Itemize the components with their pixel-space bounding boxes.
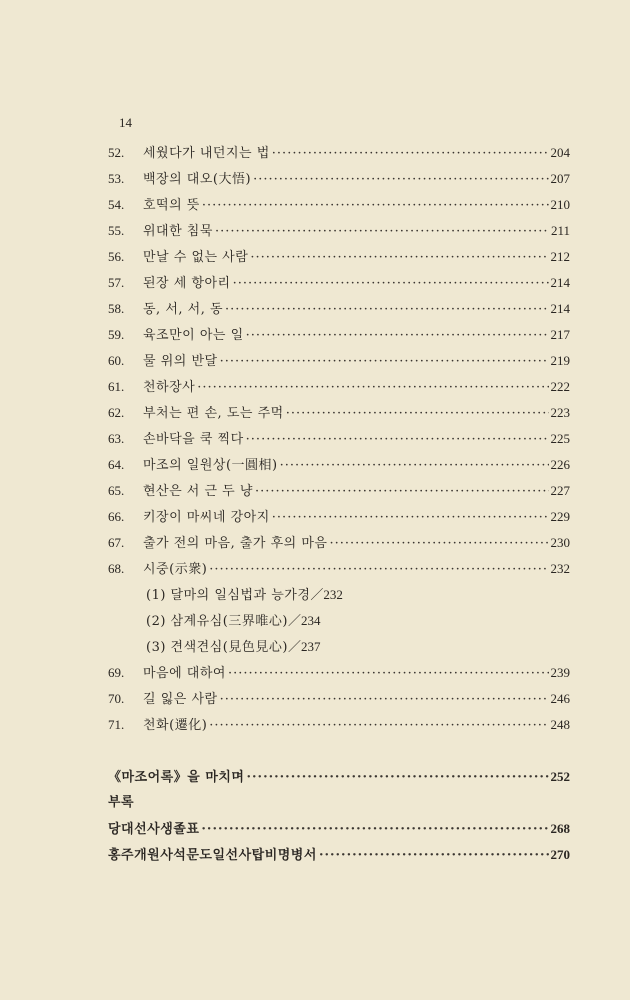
appendix-heading [108, 790, 570, 816]
sub-entry-title: (1) 달마의 일심법과 능가경 [146, 588, 311, 603]
entry-number: 56. [108, 249, 125, 264]
dot-leader [233, 271, 549, 297]
dot-leader [280, 453, 549, 479]
sub-entry-page: 237 [300, 639, 321, 654]
entry-number: 62. [108, 405, 125, 420]
slash-separator: ／ [287, 640, 301, 655]
entry-title: 부처는 편 손, 도는 주먹 [143, 406, 284, 421]
entry-number: 67. [108, 535, 125, 550]
appendix-title: 당대선사생졸표 [108, 822, 200, 837]
dot-leader [272, 505, 549, 531]
dot-leader [272, 141, 549, 167]
dot-leader [209, 557, 548, 583]
entry-number: 66. [108, 509, 125, 524]
dot-leader [209, 713, 548, 739]
entry-page: 239 [550, 665, 570, 680]
entry-number: 63. [108, 431, 125, 446]
dot-leader [246, 323, 549, 349]
entry-page: 232 [550, 561, 570, 576]
entry-page: 219 [550, 353, 570, 368]
closing-title: 《마조어록》을 마치며 [108, 770, 245, 785]
toc-entry [108, 166, 570, 192]
sub-entry-title: (3) 견색견심(見色見心) [146, 640, 288, 655]
entry-title: 호떡의 뜻 [143, 198, 200, 213]
toc-entry [108, 478, 570, 504]
toc-entry [108, 296, 570, 322]
entry-number: 54. [108, 197, 125, 212]
table-of-contents [108, 140, 570, 868]
toc-entry [108, 712, 570, 738]
toc-entry [108, 686, 570, 712]
toc-entry [108, 452, 570, 478]
entry-page: 214 [550, 275, 570, 290]
dot-leader [202, 193, 549, 219]
entry-number: 55. [108, 223, 125, 238]
toc-sub-entry [108, 634, 570, 660]
entry-number: 64. [108, 457, 125, 472]
entry-page: 229 [550, 509, 570, 524]
entry-title: 현산은 서 근 두 냥 [143, 484, 253, 499]
toc-entry [108, 504, 570, 530]
dot-leader [197, 375, 548, 401]
entry-title: 길 잃은 사람 [143, 692, 218, 707]
dot-leader [250, 245, 548, 271]
dot-leader [330, 531, 549, 557]
entry-title: 세웠다가 내던지는 법 [143, 146, 270, 161]
dot-leader [246, 427, 549, 453]
dot-leader [215, 219, 549, 245]
page-number: 14 [119, 115, 132, 130]
entry-title: 된장 세 항아리 [143, 276, 231, 291]
entry-number: 59. [108, 327, 125, 342]
slash-separator: ／ [287, 614, 301, 629]
sub-entry-page: 234 [300, 613, 321, 628]
toc-entry [108, 322, 570, 348]
toc-entry [108, 348, 570, 374]
entry-number: 60. [108, 353, 125, 368]
entry-number: 52. [108, 145, 125, 160]
dot-leader [319, 843, 549, 869]
toc-sub-entry [108, 582, 570, 608]
dot-leader [255, 479, 549, 505]
entry-page: 217 [550, 327, 570, 342]
entry-page: 210 [550, 197, 570, 212]
toc-entry [108, 530, 570, 556]
entry-title: 시중(示衆) [143, 562, 208, 577]
entry-title: 천하장사 [143, 380, 196, 395]
entry-title: 물 위의 반달 [143, 354, 218, 369]
toc-entry [108, 400, 570, 426]
appendix-page: 270 [550, 847, 570, 862]
closing-page: 252 [550, 769, 570, 784]
toc-entry [108, 270, 570, 296]
entry-page: 225 [550, 431, 570, 446]
dot-leader [247, 765, 549, 791]
entry-title: 백장의 대오(大悟) [143, 172, 252, 187]
toc-entry [108, 374, 570, 400]
entry-number: 71. [108, 717, 125, 732]
dot-leader [228, 661, 549, 687]
toc-closing-entry [108, 764, 570, 790]
entry-number: 53. [108, 171, 125, 186]
entry-page: 207 [550, 171, 570, 186]
appendix-entry [108, 842, 570, 868]
entry-title: 육조만이 아는 일 [143, 328, 244, 343]
sub-entry-page: 232 [323, 587, 343, 602]
entry-title: 위대한 침묵 [143, 224, 213, 239]
entry-title: 키장이 마씨네 강아지 [143, 510, 270, 525]
appendix-page: 268 [550, 821, 570, 836]
entry-number: 58. [108, 301, 125, 316]
toc-entry [108, 244, 570, 270]
entry-title: 마음에 대하여 [143, 666, 226, 681]
toc-sub-entry [108, 608, 570, 634]
entry-number: 70. [108, 691, 125, 706]
toc-entry [108, 660, 570, 686]
toc-entry [108, 140, 570, 166]
entry-number: 61. [108, 379, 125, 394]
entry-page: 226 [550, 457, 570, 472]
dot-leader [220, 687, 549, 713]
entry-number: 65. [108, 483, 125, 498]
entry-page: 230 [550, 535, 570, 550]
entry-page: 227 [550, 483, 570, 498]
dot-leader [220, 349, 549, 375]
dot-leader [201, 817, 548, 843]
entry-page: 223 [550, 405, 570, 420]
dot-leader [253, 167, 548, 193]
appendix-heading-label: 부록 [108, 795, 135, 810]
entry-page: 204 [550, 145, 570, 160]
entry-title: 마조의 일원상(一圓相) [143, 458, 278, 473]
toc-entry [108, 426, 570, 452]
entry-title: 천화(遷化) [143, 718, 208, 733]
toc-entry [108, 218, 570, 244]
entry-page: 214 [550, 301, 570, 316]
slash-separator: ／ [310, 588, 324, 603]
entry-number: 69. [108, 665, 125, 680]
dot-leader [225, 297, 548, 323]
entry-title: 만날 수 없는 사람 [143, 250, 249, 265]
entry-page: 248 [550, 717, 570, 732]
entry-number: 68. [108, 561, 125, 576]
entry-page: 222 [550, 379, 570, 394]
appendix-title: 홍주개원사석문도일선사탑비명병서 [108, 848, 317, 863]
entry-page: 211 [550, 223, 570, 238]
dot-leader [286, 401, 549, 427]
entry-page: 212 [550, 249, 570, 264]
entry-title: 출가 전의 마음, 출가 후의 마음 [143, 536, 328, 551]
entry-title: 동, 서, 서, 동 [143, 302, 224, 317]
entry-number: 57. [108, 275, 125, 290]
entry-title: 손바닥을 쿡 찍다 [143, 432, 244, 447]
toc-entry [108, 192, 570, 218]
appendix-entry [108, 816, 570, 842]
sub-entry-title: (2) 삼계유심(三界唯心) [146, 614, 288, 629]
toc-entry [108, 556, 570, 582]
entry-page: 246 [550, 691, 570, 706]
